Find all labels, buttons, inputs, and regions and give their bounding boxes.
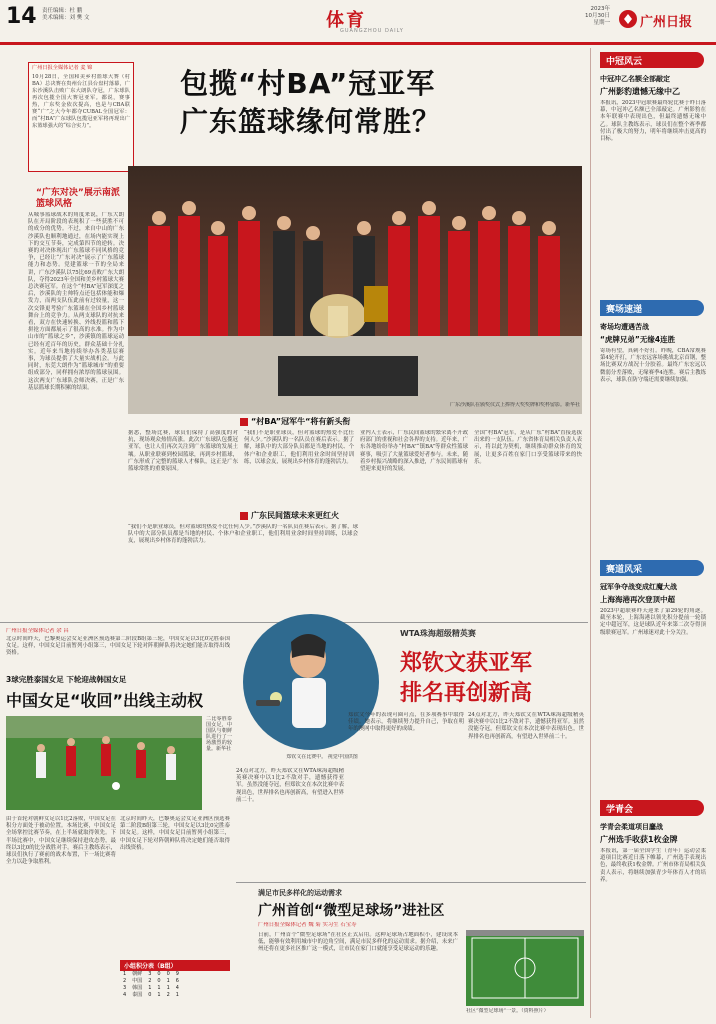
tennis-body-2: 郑钦文今年的表现可圈可点，在多项赛事中取得佳绩。她表示，将继续努力提升自己，争取在明年的澳网中取得更好的成绩。 bbox=[348, 712, 464, 733]
sidebar-1-body: 本报讯，2023中冠联赛最终轮比赛于昨日落幕，中冠冲乙名额已全部敲定。广州影豹在本年联赛中表现出色，但最终遗憾无缘中乙。球队主教练表示，球员们在整个赛季都付出了极大的努力，明年将继续冲击更高的目标。 bbox=[600, 100, 706, 143]
sidebar-1-sub: 广州影豹遗憾无缘中乙 bbox=[600, 87, 680, 96]
football-intro: 北京时间昨天，巴黎奥运会女足亚洲区预选赛第二阶段B组第三轮，中国女足以3比0完胜泰国女足。这样，中国女足目前暂列小组第三，中国女足下轮对阵朝鲜队将决定她们能否取得出线资格。 bbox=[6, 636, 230, 657]
sidebar-logo-1-text: 中冠风云 bbox=[606, 57, 643, 67]
sidebar-2-body: 寄场有望，真刺不好打。昨晚，CBA常规赛第4轮开打，广东宏远客场挑战北京首钢，整场比赛双方战况十分胶着。最终广东宏远以微弱分差落败，无缘赛季4连胜。赛后主教练表示，球队在防守端还需要继续加强。 bbox=[600, 348, 706, 383]
standings-cell: 2 bbox=[166, 992, 170, 998]
editor-credit: 责任编辑：杜 鹏 美术编辑：刘 樊 文 bbox=[42, 8, 90, 21]
tennis-kicker: WTA珠海超级精英赛 bbox=[400, 629, 476, 638]
lead-body-bottom: “我们不是职业球员，但对篮球的热爱不比任何人少。”沙溪队的一名队员在赛后表示。据了解，球队中的大部分队员都是当地的村民、个体户和企业职工，他们利用业余时间坚持训练，以球会友，展现出乡村体育的蓬勃活力。 bbox=[128, 524, 358, 545]
page-number: 14 bbox=[6, 4, 37, 29]
football-headline: 中国女足“收回”出线主动权 bbox=[6, 691, 204, 710]
tennis-body-3: 24点对北方，昨天郑钦文在WTA珠海超级精英赛决赛中以1比2不敌对手，遗憾获得亚军。虽然没能夺冠，但郑钦文在本次比赛中表现出色，世界排名也再创新高，有望进入世界前二十。 bbox=[468, 712, 584, 740]
standings-cell: 1 bbox=[123, 971, 127, 977]
lead-body-mid-2: “我们不是职业球员，但对篮球的热爱不比任何人少。”沙溪队的一名队员在赛后表示。据了解，球队中的大部分队员都是当地的村民、个体户和企业职工，他们利用业余时间坚持训练，以球会友，展现出乡村体育的蓬勃活力。 bbox=[244, 430, 354, 465]
football-photo bbox=[6, 716, 202, 810]
standings-cell: 韩国 bbox=[132, 985, 143, 991]
standings-cell: 1 bbox=[175, 992, 179, 998]
standings-table-block bbox=[120, 960, 230, 999]
lead-headline-1: 包揽“村BA”冠亚军 bbox=[180, 67, 436, 100]
pitch-photo-caption: 社区“微型足球场”一景。（资料照片） bbox=[466, 1008, 549, 1014]
standings-cell: 2 bbox=[148, 978, 152, 984]
lead-headline-2: 广东篮球缘何常胜？ bbox=[180, 105, 442, 138]
standings-cell: 3 bbox=[123, 985, 127, 991]
standings-cell: 9 bbox=[175, 971, 179, 977]
sidebar-logo-2-text: 赛场速递 bbox=[606, 305, 643, 315]
tennis-headline-1: 郑钦文获亚军 bbox=[400, 651, 533, 676]
issue-date: 2023年 10月30日 星期一 bbox=[585, 6, 610, 26]
pitch-kicker: 满足市民多样化的运动需求 bbox=[258, 889, 342, 897]
lead-body-mid-4: 全国“村BA”冠军，是从广东“村BA”直接选拔出来的一支队伍。广东省体育局相关负责人表示，将以此为契机，继续推动群众体育的发展，让更多百姓在家门口享受篮球带来的快乐。 bbox=[474, 430, 582, 465]
section-title-en: GUANGZHOU DAILY bbox=[340, 28, 404, 34]
standings-row bbox=[120, 978, 182, 985]
standings-cell: 4 bbox=[175, 985, 179, 991]
lead-photo bbox=[128, 166, 582, 414]
sidebar-1-title: 中冠冲乙名额全部敲定 bbox=[600, 75, 670, 83]
pitch-byline: 广州日报全媒体记者 魏 菊 实习生 石宝寿 bbox=[258, 922, 357, 928]
subhead-marker bbox=[240, 418, 248, 426]
lead-subhead-1: “广东对决”展示南派篮球风格 bbox=[36, 188, 120, 209]
mini-pitch-photo bbox=[466, 930, 584, 1006]
subhead-marker bbox=[240, 512, 248, 520]
standings-cell: 0 bbox=[148, 992, 152, 998]
standings-cell: 0 bbox=[166, 971, 170, 977]
lead-photo-caption: 广东沙溪队在颁奖仪式上捧得大奖奖牌和奖杯留影。新华社 bbox=[449, 402, 580, 408]
pitch-headline: 广州首创“微型足球场”进社区 bbox=[258, 903, 445, 919]
standings-row bbox=[120, 992, 182, 999]
sidebar-3-sub: 上海海港再次登顶中超 bbox=[600, 595, 675, 604]
sidebar-logo-3 bbox=[600, 560, 704, 576]
standings-cell: 0 bbox=[157, 971, 161, 977]
masthead-rule bbox=[0, 42, 716, 45]
paper-name: 广州日报 bbox=[640, 15, 693, 30]
standings-cell: 3 bbox=[148, 971, 152, 977]
paper-logo bbox=[618, 8, 708, 30]
lead-body-left: 从城事篮球战术的角度来说，广东大朗队在开局阶段的表现积了一些获胜不可的成分的优势。不过，来自中山的广东沙溪队也顺利地通过，在场内能实现上下的交互节奏，完成第四节的逆转。决赛的对决体现出广东篮球不同风格的竞争，已经让“广东对决”展示了广东篮球能力和态势。党建篮球一节的全局来讲，广东沙溪队以75比69击败广东大朗队，夺得2023年全国和美乡村篮球大赛总决赛冠军。在这个“村BA”冠军深度之后，沙溪队的主帅特点还包括体能和爆发力，而两支队伍此前有过较量，这一次交锋更考验广东篮球在全国乡村篮球舞台上的竞争力。从两支球队的对抗来看，双方在快速转换、外线投篮和篮下拼抢方面都展示了很高的水准。作为中山市的“篮球之乡”，沙溪镇的篮球运动已经有近百年的历史，群众基础十分扎实。近年来当地持续举办各类基层赛事，为球员提供了大量实战机会。与此同时，东莞大朗作为“篮球城市”的重要组成部分，同样拥有浓厚的篮球氛围。这次两支广东球队会师决赛，正是广东基层篮球长期积累的结果。 bbox=[28, 212, 124, 391]
football-match-photo bbox=[6, 716, 202, 810]
tennis-headline-2: 排名再创新高 bbox=[400, 681, 533, 706]
lead-intro-box bbox=[28, 62, 134, 172]
bottom-divider bbox=[236, 882, 586, 883]
section-title: 体育 bbox=[326, 10, 366, 31]
sidebar-4-title: 学青会柔道项目鏖战 bbox=[600, 823, 663, 831]
lead-body-mid-1: 据悉，整场比赛，球员们保持了高强度的对抗，现场观众热情高涨。此次广东球队包揽冠亚军，也让人们再次关注到广东篮球的发展土壤。从职业联赛到校园篮球，再到乡村篮球，广东形成了完整的篮球人才梯队，这正是广东篮球常胜的重要原因。 bbox=[128, 430, 238, 473]
sidebar-2-title: 寄场均遭遇苦战 bbox=[600, 323, 649, 331]
football-kicker: 3球完胜泰国女足 下轮迎战韩国女足 bbox=[6, 675, 127, 684]
standings-cell: 1 bbox=[157, 985, 161, 991]
standings-cell: 1 bbox=[166, 978, 170, 984]
lead-byline: 广州日报全媒体记者 麦 锦 bbox=[32, 65, 93, 71]
sidebar-3-title: 冠军争夺战变成红魔大战 bbox=[600, 583, 677, 591]
sidebar-logo-3-text: 赛道风采 bbox=[606, 565, 643, 575]
sidebar-logo-2 bbox=[600, 300, 704, 316]
pitch-photo bbox=[466, 930, 584, 1006]
lead-subhead-3: 广东民间篮球未来更红火 bbox=[240, 510, 339, 521]
standings-cell: 泰国 bbox=[132, 992, 143, 998]
standings-cell: 2 bbox=[123, 978, 127, 984]
standings-cell: 中国 bbox=[132, 978, 143, 984]
sidebar-logo-4-text: 学青会 bbox=[606, 805, 634, 815]
lead-body-mid-3: 业内人士表示，广东民间篮球的繁荣离不开政府部门的重视和社会各界的支持。近年来，广东各地纷纷举办“村BA”“镇BA”等群众性篮球赛事，吸引了大量篮球爱好者参与。未来，随着乡村振兴战略的深入推进，广东民间篮球有望迎来更好的发展。 bbox=[360, 430, 468, 473]
sidebar-logo-4 bbox=[600, 800, 704, 816]
tennis-body-1: 24点对北方，昨天郑钦文在WTA珠海超级精英赛决赛中以1比2不敌对手，遗憾获得亚军。虽然没能夺冠，但郑钦文在本次比赛中表现出色，世界排名也再创新高，有望进入世界前二十。 bbox=[236, 768, 344, 803]
lead-intro-text: 10月28日，全国和美乡村篮球大赛（村BA）总决赛在贵州台江县台盘村落幕，广东沙溪队击败广东大朗队夺冠，广东球队再次包揽全国大赛冠亚军。都说，赛事热，广东奖金依次提高，也是与CBA联赛“广”之大今年都夺CUBAL全国冠军：而“村BA”广东球队包揽冠亚军将再现出广东篮球强大的“综合实力”。 bbox=[32, 74, 130, 130]
football-byline: 广州日报全媒体记者 余 昌 bbox=[6, 628, 69, 634]
tennis-photo-caption: 郑钦文在比赛中。 视觉中国供图 bbox=[286, 754, 358, 760]
sidebar-logo-1 bbox=[600, 52, 704, 68]
sidebar-3-body: 2023中超联赛昨天迎来了第29轮的角逐。截至本轮，上海海港以领先积分提前一轮锁定中超冠军，这是球队近年来第二次夺得顶级联赛冠军。广州球迷对此十分关注。 bbox=[600, 608, 706, 636]
standings-table bbox=[120, 971, 182, 999]
football-body-2: 北京时间昨天，巴黎奥运会女足亚洲区预选赛第二阶段B组第三轮，中国女足以3比0完胜泰国女足。这样，中国女足目前暂列小组第三，中国女足下轮对阵朝鲜队将决定她们能否取得出线资格。 bbox=[120, 816, 230, 851]
standings-cell: 4 bbox=[123, 992, 127, 998]
pitch-body: 日前，广州首个“微型足球场”在社区正式启用。这种足球场占地面积小，建设成本低，能够有效利用城市中的边角空间，满足市民多样化的运动需求。据介绍，未来广州还将在更多社区推广这一模式，让市民在家门口就能享受足球运动的乐趣。 bbox=[258, 932, 458, 953]
standings-cell: 0 bbox=[157, 978, 161, 984]
football-body-1: 由于首轮对朝鲜女足以1比2落败，中国女足在积分方面处于被动位置。本场比赛，中国女足全场掌控比赛节奏，在上半场就取得领先。下半场比赛中，中国女足继续保持进攻态势，最终以3比0的比分战胜对手。赛后主教练表示，球员们执行了赛前的战术布置，下一场比赛将全力以赴争取胜利。 bbox=[6, 816, 116, 866]
standings-cell: 1 bbox=[166, 985, 170, 991]
standings-cell: 1 bbox=[157, 992, 161, 998]
lead-subhead-2: “村BA”冠军牛“将有新头衔 bbox=[240, 416, 350, 427]
team-celebration-photo bbox=[128, 166, 582, 414]
sidebar-2-sub: “虎牌兄弟”无缘4连胜 bbox=[600, 335, 676, 344]
standings-cell: 朝鲜 bbox=[132, 971, 143, 977]
sidebar-4-sub: 广州选手收获1枚金牌 bbox=[600, 835, 678, 844]
standings-title: 小组积分表（B组） bbox=[120, 960, 230, 971]
standings-row bbox=[120, 985, 182, 992]
standings-cell: 1 bbox=[148, 985, 152, 991]
standings-row bbox=[120, 971, 182, 978]
football-photo-caption: 二比零胜泰国女足，中国队与朝鲜队进行了一场激烈的较量。新华社 bbox=[206, 716, 232, 752]
sidebar-4-body: 本报讯，第一届全国学生（青年）运动会柔道项目比赛近日落下帷幕，广州选手表现出色，最终收获1枚金牌。广州市体育局相关负责人表示，将继续加强青少年体育人才的培养。 bbox=[600, 848, 706, 883]
standings-cell: 6 bbox=[175, 978, 179, 984]
